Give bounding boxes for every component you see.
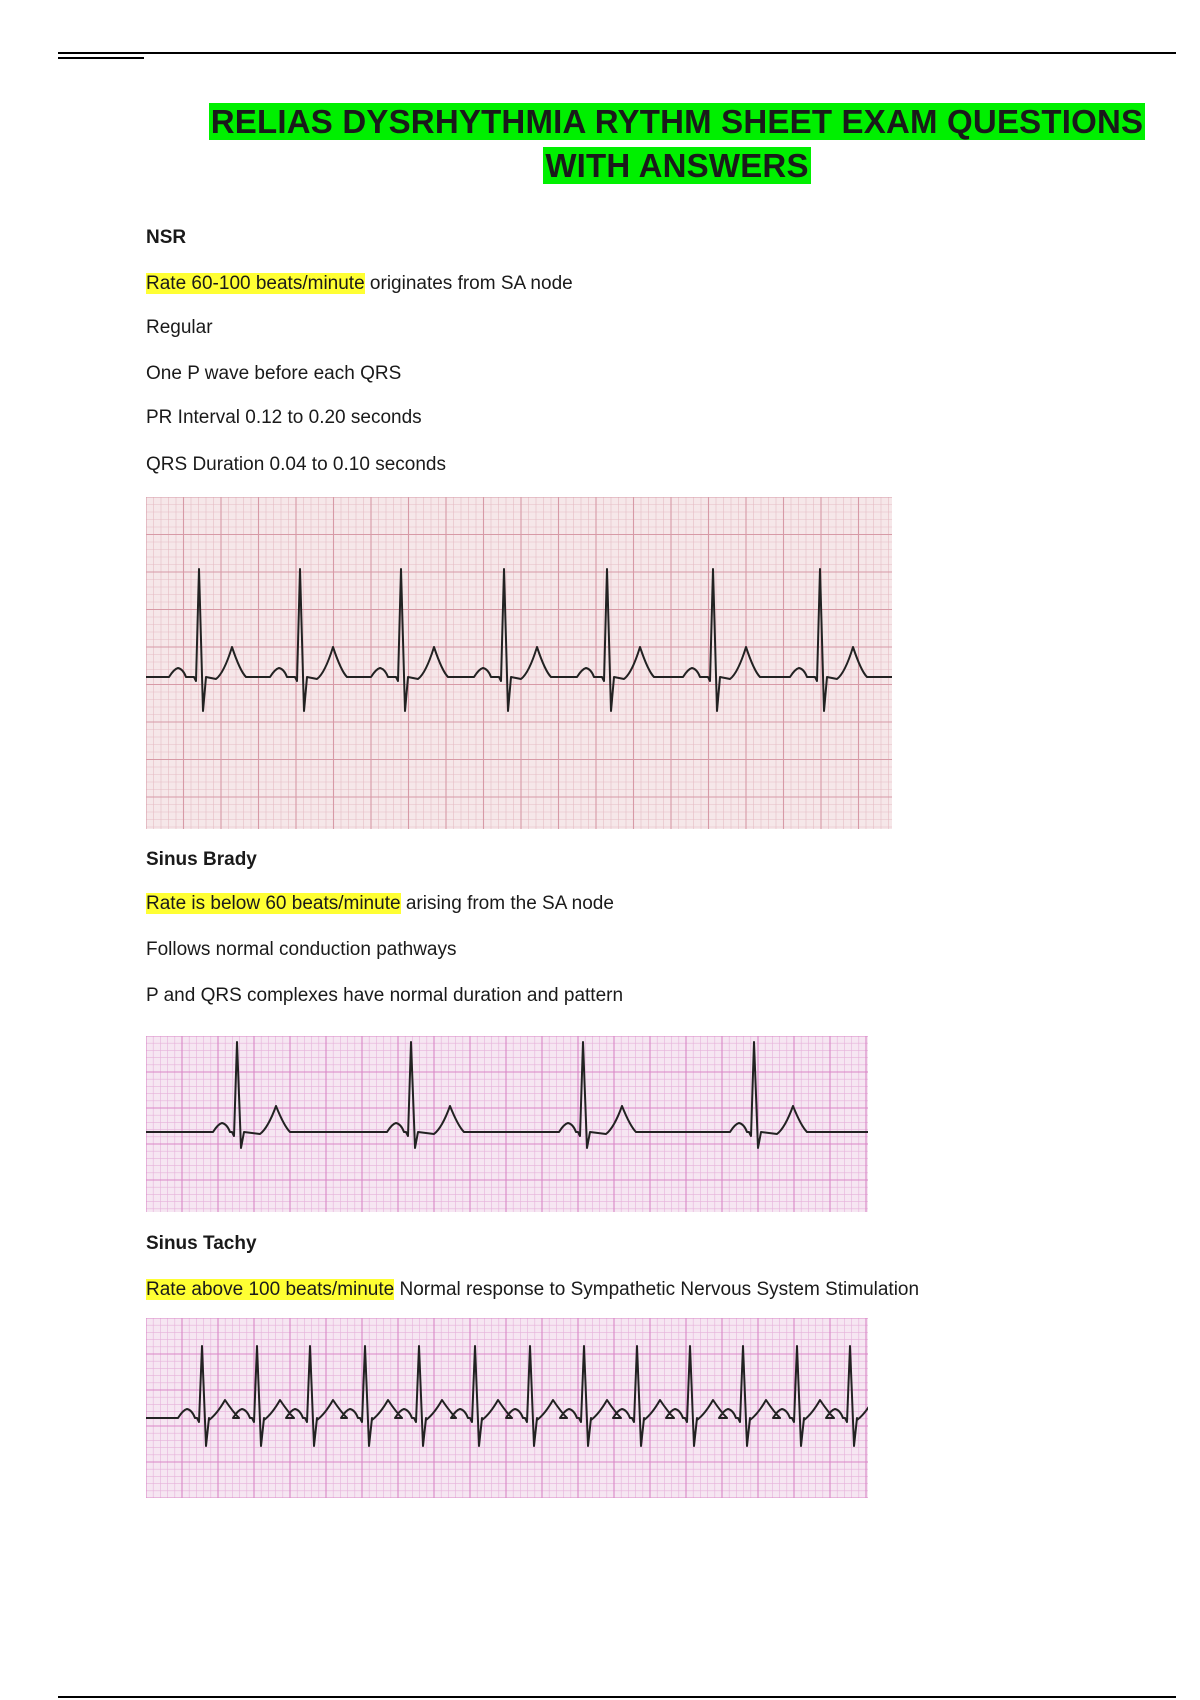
nsr-line-qrs-duration: QRS Duration 0.04 to 0.10 seconds <box>146 454 446 475</box>
brady-rate-rest: arising from the SA node <box>400 893 614 914</box>
ecg-strip-sinus-tachy <box>146 1318 868 1498</box>
section-heading-nsr: NSR <box>146 227 187 248</box>
top-rule <box>58 52 1176 54</box>
tachy-rate-line <box>146 1278 919 1302</box>
tachy-rate-rest: Normal response to Sympathetic Nervous System Stimulation <box>394 1279 920 1300</box>
brady-rate-highlight: Rate is below 60 beats/minute <box>146 893 401 914</box>
bottom-rule <box>58 1696 1176 1698</box>
nsr-rate-line <box>146 272 573 296</box>
brady-line-conduction: Follows normal conduction pathways <box>146 939 457 960</box>
nsr-rate-rest: originates from SA node <box>364 273 573 294</box>
tachy-rate-highlight: Rate above 100 beats/minute <box>146 1279 395 1300</box>
nsr-rate-highlight: Rate 60-100 beats/minute <box>146 273 365 294</box>
document-title-block <box>186 100 1168 188</box>
section-heading-sinus-brady: Sinus Brady <box>146 849 257 870</box>
ecg-grid-background <box>146 497 892 829</box>
nsr-line-regular: Regular <box>146 317 213 338</box>
ecg-strip-sinus-brady <box>146 1036 868 1212</box>
nsr-line-pr-interval: PR Interval 0.12 to 0.20 seconds <box>146 407 422 428</box>
brady-line-complexes: P and QRS complexes have normal duration and pattern <box>146 985 624 1006</box>
document-title: RELIAS DYSRHYTHMIA RYTHM SHEET EXAM QUESTIONS WITH ANSWERS <box>210 103 1144 184</box>
brady-rate-line <box>146 892 614 916</box>
section-heading-sinus-tachy: Sinus Tachy <box>146 1233 257 1254</box>
nsr-line-p-wave: One P wave before each QRS <box>146 363 402 384</box>
top-rule-accent <box>58 57 144 59</box>
ecg-strip-nsr <box>146 497 892 829</box>
